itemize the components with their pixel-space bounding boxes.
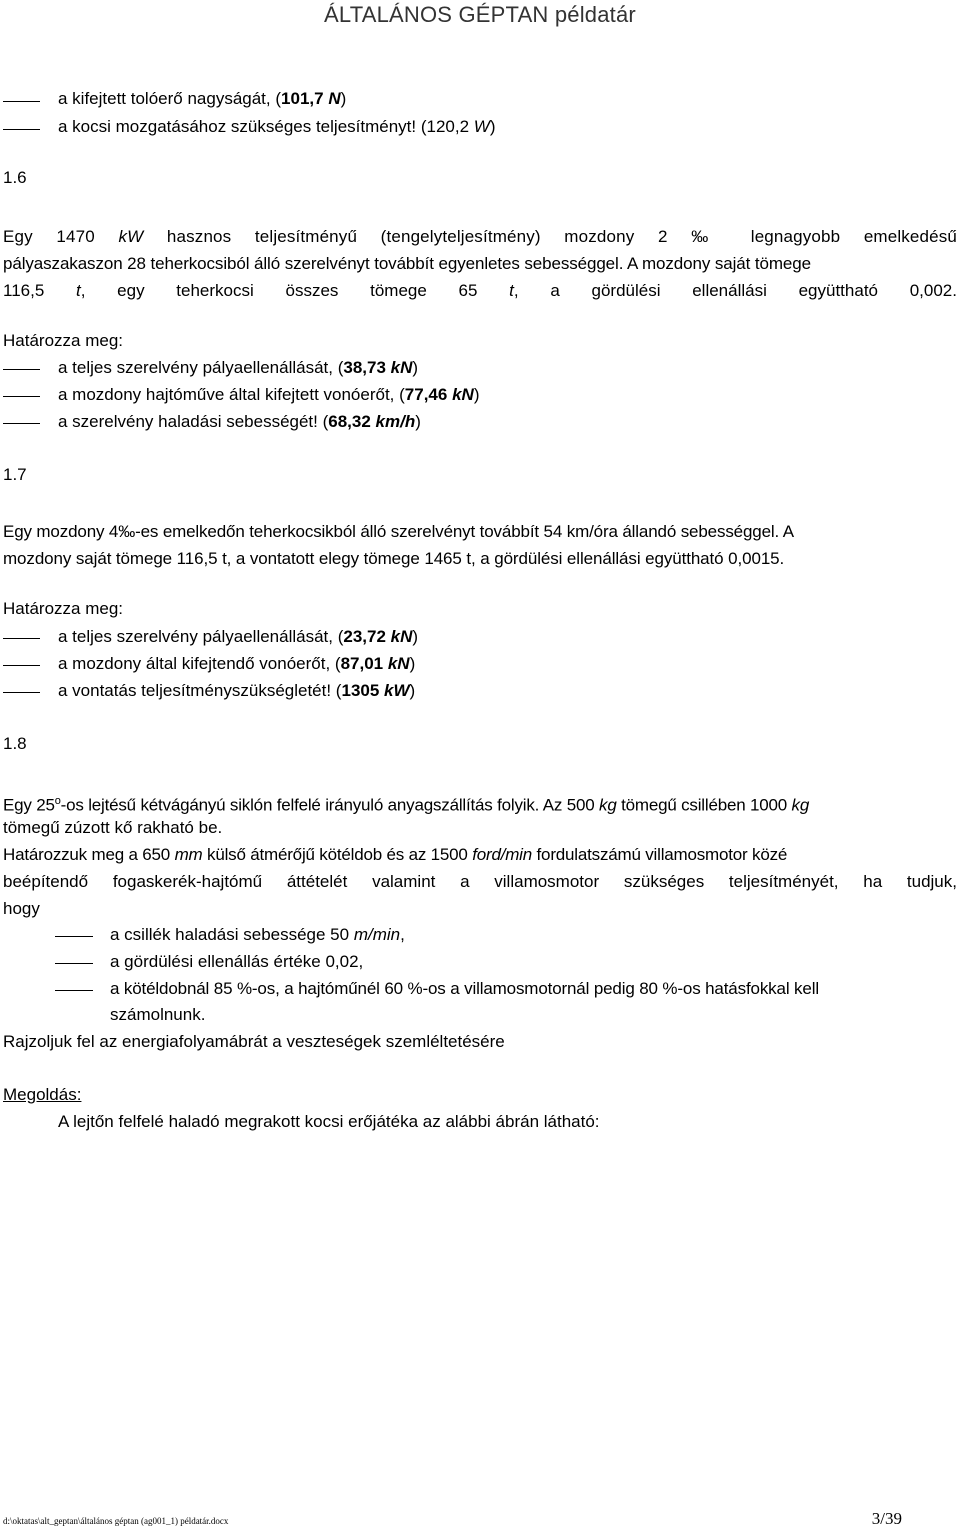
ex16-line-1: Egy 1470 kW hasznos teljesítményű (tengelyteljesítmény) mozdony 2 ‰ legnagyobb emelkedésű <box>3 227 957 246</box>
solution-text: A lejtőn felfelé haladó megrakott kocsi erőjátéka az alábbi ábrán látható: <box>58 1112 600 1131</box>
ex16-line-3: 116,5 t, egy teherkocsi összes tömege 65 t, a gördülési ellenállási együttható 0,002. <box>3 281 957 300</box>
exercise-number: 1.6 <box>3 168 27 187</box>
ex16-item-1: a teljes szerelvény pályaellenállását, (38,73 kN) <box>58 358 419 377</box>
ex18-line-1: Egy 25$^o$-os lejtésű kétvágányú siklón felfelé irányuló anyagszállítás folyik. Az 500 kg tömegű csillében 1000 kg <box>3 795 810 815</box>
ex17-item-2: a mozdony által kifejtendő vonóerőt, (87,01 kN) <box>58 654 416 673</box>
ex18-item-1: a csillék haladási sebessége 50 m/min, <box>110 925 405 944</box>
bullet-dash <box>3 369 40 370</box>
page-header-title: ÁLTALÁNOS GÉPTAN példatár <box>324 2 636 27</box>
ex18-item-3: a kötéldobnál 85 %-os, a hajtóműnél 60 %-os a villamosmotornál pedig 80 %-os hatásfokkal kell <box>110 979 819 998</box>
bullet-dash <box>55 963 93 964</box>
ex18-line-5: hogy <box>3 899 40 918</box>
ex16-ask: Határozza meg: <box>3 331 123 350</box>
ex18-line-3: Határozzuk meg a 650 mm külső átmérőjű kötéldob és az 1500 ford/min fordulatszámú villamosmotor közé <box>3 845 788 864</box>
exercise-number: 1.7 <box>3 465 27 484</box>
bullet-dash <box>3 101 40 102</box>
exercise-number: 1.8 <box>3 734 27 753</box>
ex18-line-2: tömegű zúzott kő rakható be. <box>3 818 223 837</box>
ex18-item-2: a gördülési ellenállás értéke 0,02, <box>110 952 364 971</box>
bullet-dash <box>3 638 40 639</box>
ex17-line-1: Egy mozdony 4‰-es emelkedőn teherkocsikból álló szerelvényt továbbít 54 km/óra állandó sebességgel. A <box>3 522 794 541</box>
bullet-dash <box>3 423 40 424</box>
ex18-line-4: beépítendő fogaskerék-hajtómű áttételét valamint a villamosmotor szükséges teljesítményét, ha tudjuk, <box>3 872 957 891</box>
bullet-dash <box>55 990 93 991</box>
intro-item-2: a kocsi mozgatásához szükséges teljesítményt! (120,2 W) <box>58 117 496 136</box>
bullet-dash <box>3 692 40 693</box>
footer-page-number: 3/39 <box>871 1509 902 1528</box>
ex17-line-2: mozdony saját tömege 116,5 t, a vontatott elegy tömege 1465 t, a gördülési ellenállási együttható 0,0015. <box>3 549 785 568</box>
bullet-dash <box>3 396 40 397</box>
ex18-item-3-cont: számolnunk. <box>110 1005 206 1024</box>
ex16-item-3: a szerelvény haladási sebességét! (68,32 km/h) <box>58 412 421 431</box>
ex17-item-1: a teljes szerelvény pályaellenállását, (23,72 kN) <box>58 627 419 646</box>
solution-label: Megoldás: <box>3 1085 82 1104</box>
ex17-item-3: a vontatás teljesítményszükségletét! (1305 kW) <box>58 681 416 700</box>
ex16-line-2: pályaszakaszon 28 teherkocsiból álló szerelvényt továbbít egyenletes sebességgel. A mozdony saját tömege <box>3 254 811 273</box>
bullet-dash <box>55 936 93 937</box>
bullet-dash <box>3 129 40 130</box>
footer-file-path: d:\oktatas\alt_geptan\általános géptan (ag001_1) példatár.docx <box>3 1516 229 1526</box>
intro-item-1: a kifejtett tolóerő nagyságát, (101,7 N) <box>58 89 347 108</box>
ex16-item-2: a mozdony hajtóműve által kifejtett vonóerőt, (77,46 kN) <box>58 385 480 404</box>
ex18-draw: Rajzoljuk fel az energiafolyamábrát a veszteségek szemléltetésére <box>3 1032 505 1051</box>
bullet-dash <box>3 665 40 666</box>
ex17-ask: Határozza meg: <box>3 599 123 618</box>
